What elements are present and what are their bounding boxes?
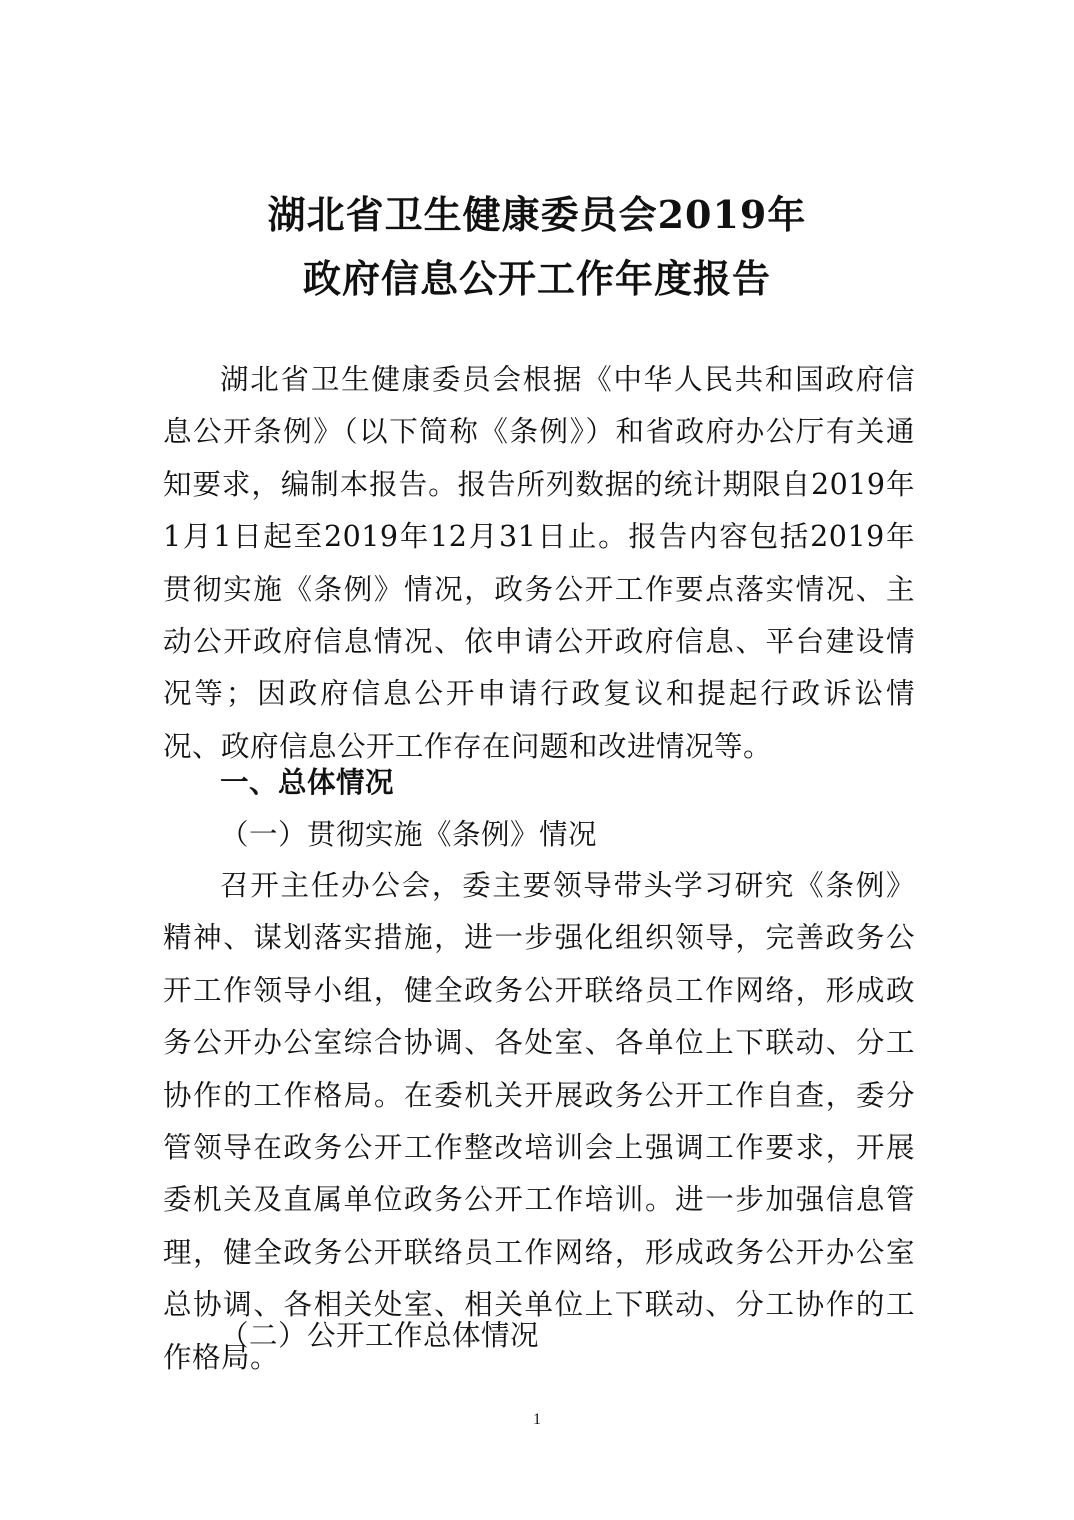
section-heading-overall: 一、总体情况 <box>220 766 395 799</box>
subsection-heading-general: （二）公开工作总体情况 <box>220 1319 540 1352</box>
report-title-line-2: 政府信息公开工作年度报告 <box>302 256 771 301</box>
page-number: 1 <box>533 1411 541 1428</box>
intro-paragraph: 湖北省卫生健康委员会根据《中华人民共和国政府信息公开条例》（以下简称《条例》）和省政府办公厅有关通知要求，编制本报告。报告所列数据的统计期限自2019年1月1日起至2019年12月31日止。报告内容包括2019年贯彻实施《条例》情况，政务公开工作要点落实情况、主动公开政府信息情况、依申请公开政府信息、平台建设情况等；因政府信息公开申请行政复议和提起行政诉讼情况、政府信息公开工作存在问题和改进情况等。 <box>163 363 915 763</box>
implementation-paragraph: 召开主任办公会，委主要领导带头学习研究《条例》精神、谋划落实措施，进一步强化组织领导，完善政务公开工作领导小组，健全政务公开联络员工作网络，形成政务公开办公室综合协调、各处室、各单位上下联动、分工协作的工作格局。在委机关开展政务公开工作自查，委分管领导在政务公开工作整改培训会上强调工作要求，开展委机关及直属单位政务公开工作培训。进一步加强信息管理，健全政务公开联络员工作网络，形成政务公开办公室总协调、各相关处室、相关单位上下联动、分工协作的工作格局。 <box>163 869 915 1374</box>
subsection-heading-implementation: （一）贯彻实施《条例》情况 <box>220 818 598 851</box>
report-title-line-1: 湖北省卫生健康委员会2019年 <box>267 192 807 237</box>
